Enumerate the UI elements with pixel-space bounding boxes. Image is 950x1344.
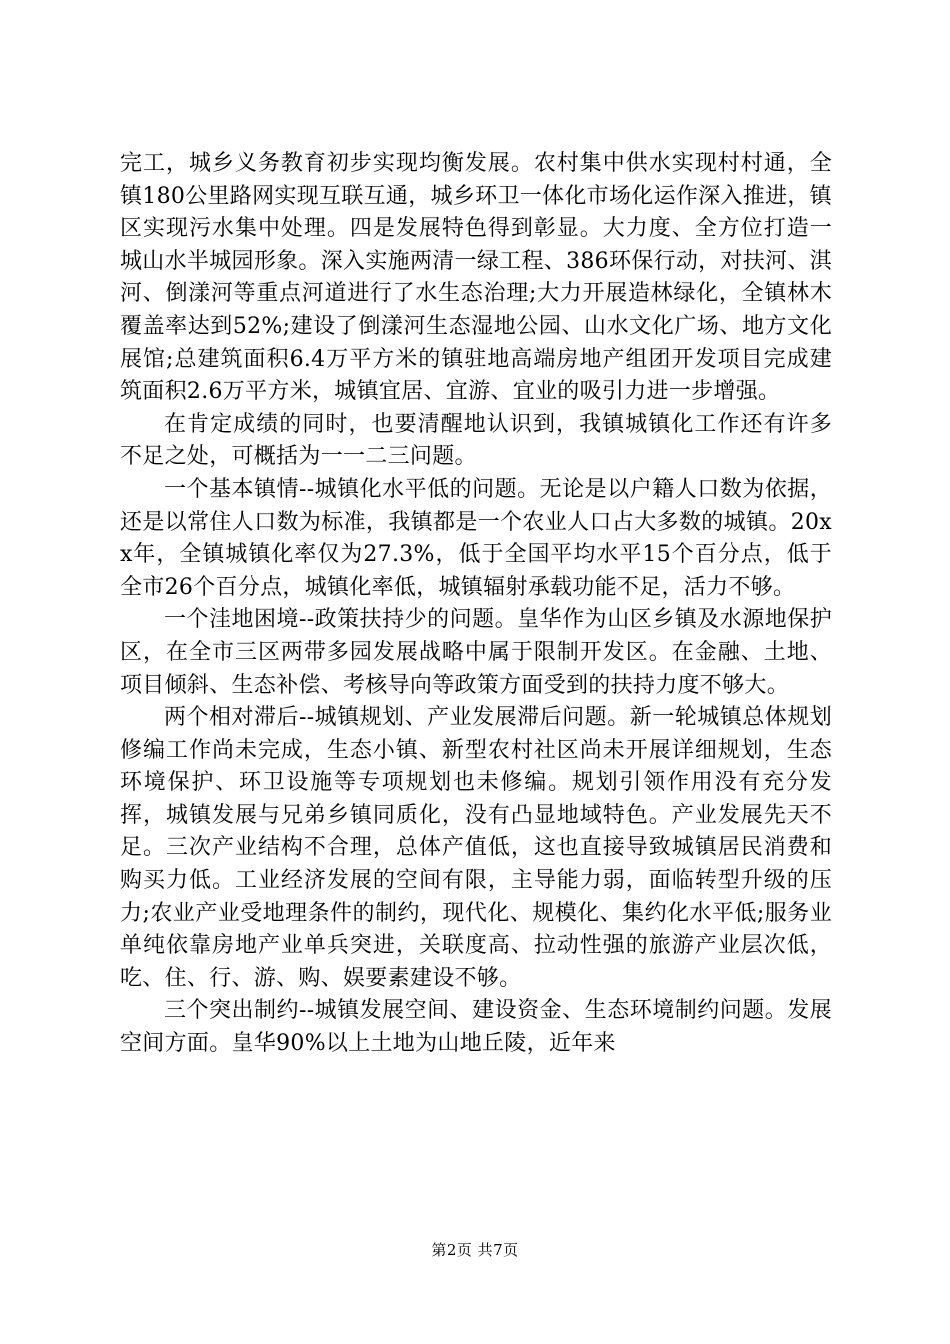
paragraph-achievements-continued: 完工，城乡义务教育初步实现均衡发展。农村集中供水实现村村通，全镇180公里路网实现互联互通，城乡环卫一体化市场化运作深入推进，镇区实现污水集中处理。四是发展特色得到彰显。大力度、全方位打造一城山水半城园形象。深入实施两清一绿工程、386环保行动，对扶河、淇河、倒漾河等重点河道进行了水生态治理;大力开展造林绿化，全镇林木覆盖率达到52%;建设了倒漾河生态湿地公园、山水文化广场、地方文化展馆;总建筑面积6.4万平方米的镇驻地高端房地产组团开发项目完成建筑面积2.6万平方米，城镇宜居、宜游、宜业的吸引力进一步增强。: [120, 151, 832, 405]
paragraph-low-urbanization: 一个基本镇情--城镇化水平低的问题。无论是以户籍人口数为依据，还是以常住人口数为标准，我镇都是一个农业人口占大多数的城镇。20xx年，全镇城镇化率仅为27.3%，低于全国平均水平15个百分点，低于全市26个百分点，城镇化率低，城镇辐射承载功能不足，活力不够。: [120, 476, 832, 600]
page-number-footer: 第2页 共7页: [431, 1241, 519, 1259]
document-body: [120, 148, 832, 1061]
paragraph-planning-industry-lag: 两个相对滞后--城镇规划、产业发展滞后问题。新一轮城镇总体规划修编工作尚未完成，生态小镇、新型农村社区尚未开展详细规划，生态环境保护、环卫设施等专项规划也未修编。规划引领作用没有充分发挥，城镇发展与兄弟乡镇同质化，没有凸显地域特色。产业发展先天不足。三次产业结构不合理，总体产值低，这也直接导致城镇居民消费和购买力低。工业经济发展的空间有限，主导能力弱，面临转型升级的压力;农业产业受地理条件的制约，现代化、规模化、集约化水平低;服务业单纯依靠房地产业单兵突进，关联度高、拉动性强的旅游产业层次低，吃、住、行、游、购、娱要素建设不够。: [120, 705, 832, 991]
paragraph-shortcomings-intro: 在肯定成绩的同时，也要清醒地认识到，我镇城镇化工作还有许多不足之处，可概括为一一二三问题。: [120, 411, 832, 470]
paragraph-policy-support: 一个洼地困境--政策扶持少的问题。皇华作为山区乡镇及水源地保护区，在全市三区两带多园发展战略中属于限制开发区。在金融、土地、项目倾斜、生态补偿、考核导向等政策方面受到的扶持力度不够大。: [120, 607, 832, 698]
paragraph-three-constraints: 三个突出制约--城镇发展空间、建设资金、生态环境制约问题。发展空间方面。皇华90%以上土地为山地丘陵，近年来: [120, 998, 832, 1057]
